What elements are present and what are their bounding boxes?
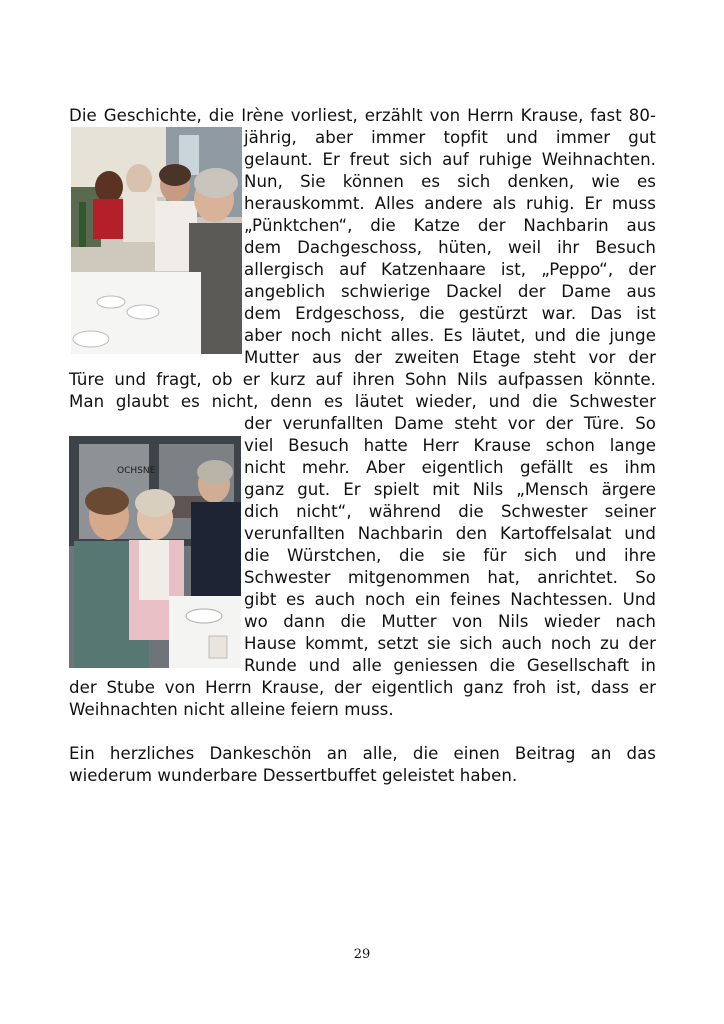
text-line: nicht mehr. Aber eigentlich gefällt es ihm [244, 458, 656, 477]
text-line: Hause kommt, setzt sie sich auch noch zu der [244, 634, 656, 653]
text-line: Türe und fragt, ob er kurz auf ihren Sohn Nils aufpassen könnte. [69, 370, 656, 389]
text-line: angeblich schwierige Dackel der Dame aus [244, 282, 656, 301]
text-line: dem Erdgeschoss, die gestürzt war. Das ist [244, 304, 656, 323]
text-line: viel Besuch hatte Herr Krause schon lange [244, 436, 656, 455]
text-line: gelaunt. Er freut sich auf ruhige Weihnachten. [244, 150, 656, 169]
text-line: Man glaubt es nicht, denn es läutet wieder, und die Schwester [69, 392, 656, 411]
text-line: Schwester mitgenommen hat, anrichtet. So [244, 568, 656, 587]
text-line: ganz gut. Er spielt mit Nils „Mensch ärgere [244, 480, 656, 499]
text-line: aber noch nicht alles. Es läutet, und die junge [244, 326, 656, 345]
text-line: Nun, Sie können es sich denken, wie es [244, 172, 656, 191]
text-line: dich nicht“, während die Schwester seiner [244, 502, 656, 521]
text-line: der Stube von Herrn Krause, der eigentlich ganz froh ist, dass er [69, 678, 656, 697]
closing-line-last: wiederum wunderbare Dessertbuffet geleistet haben. [69, 766, 518, 785]
page-number: 29 [353, 947, 371, 962]
photo-women-at-table [71, 127, 242, 354]
text-line: verunfallten Nachbarin den Kartoffelsalat und [244, 524, 656, 543]
text-line-last: Weihnachten nicht alleine feiern muss. [69, 700, 394, 719]
text-line: jährig, aber immer topfit und immer gut [244, 128, 656, 147]
text-line: allergisch auf Katzenhaare ist, „Peppo“, der [244, 260, 656, 279]
closing-line: Ein herzliches Dankeschön an alle, die einen Beitrag an das [69, 744, 656, 763]
photo-1-illustration [71, 127, 242, 354]
text-line: dem Dachgeschoss, hüten, weil ihr Besuch [244, 238, 656, 257]
text-line: „Pünktchen“, die Katze der Nachbarin aus [244, 216, 656, 235]
text-line: die Würstchen, die sie für sich und ihre [244, 546, 656, 565]
text-line: herauskommt. Alles andere als ruhig. Er muss [244, 194, 656, 213]
text-line: gibt es auch noch ein feines Nachtessen. Und [244, 590, 656, 609]
photo-2-sign-text: OCHSNE [117, 466, 156, 476]
text-line: Runde und alle geniessen die Gesellschaft in [244, 656, 656, 675]
photo-three-women [69, 436, 241, 668]
text-line: wo dann die Mutter von Nils wieder nach [244, 612, 656, 631]
text-line: Mutter aus der zweiten Etage steht vor der [244, 348, 656, 367]
text-line: Die Geschichte, die Irène vorliest, erzählt von Herrn Krause, fast 80- [69, 106, 656, 125]
text-line: der verunfallten Dame steht vor der Türe. So [244, 414, 656, 433]
photo-2-illustration [69, 436, 241, 668]
